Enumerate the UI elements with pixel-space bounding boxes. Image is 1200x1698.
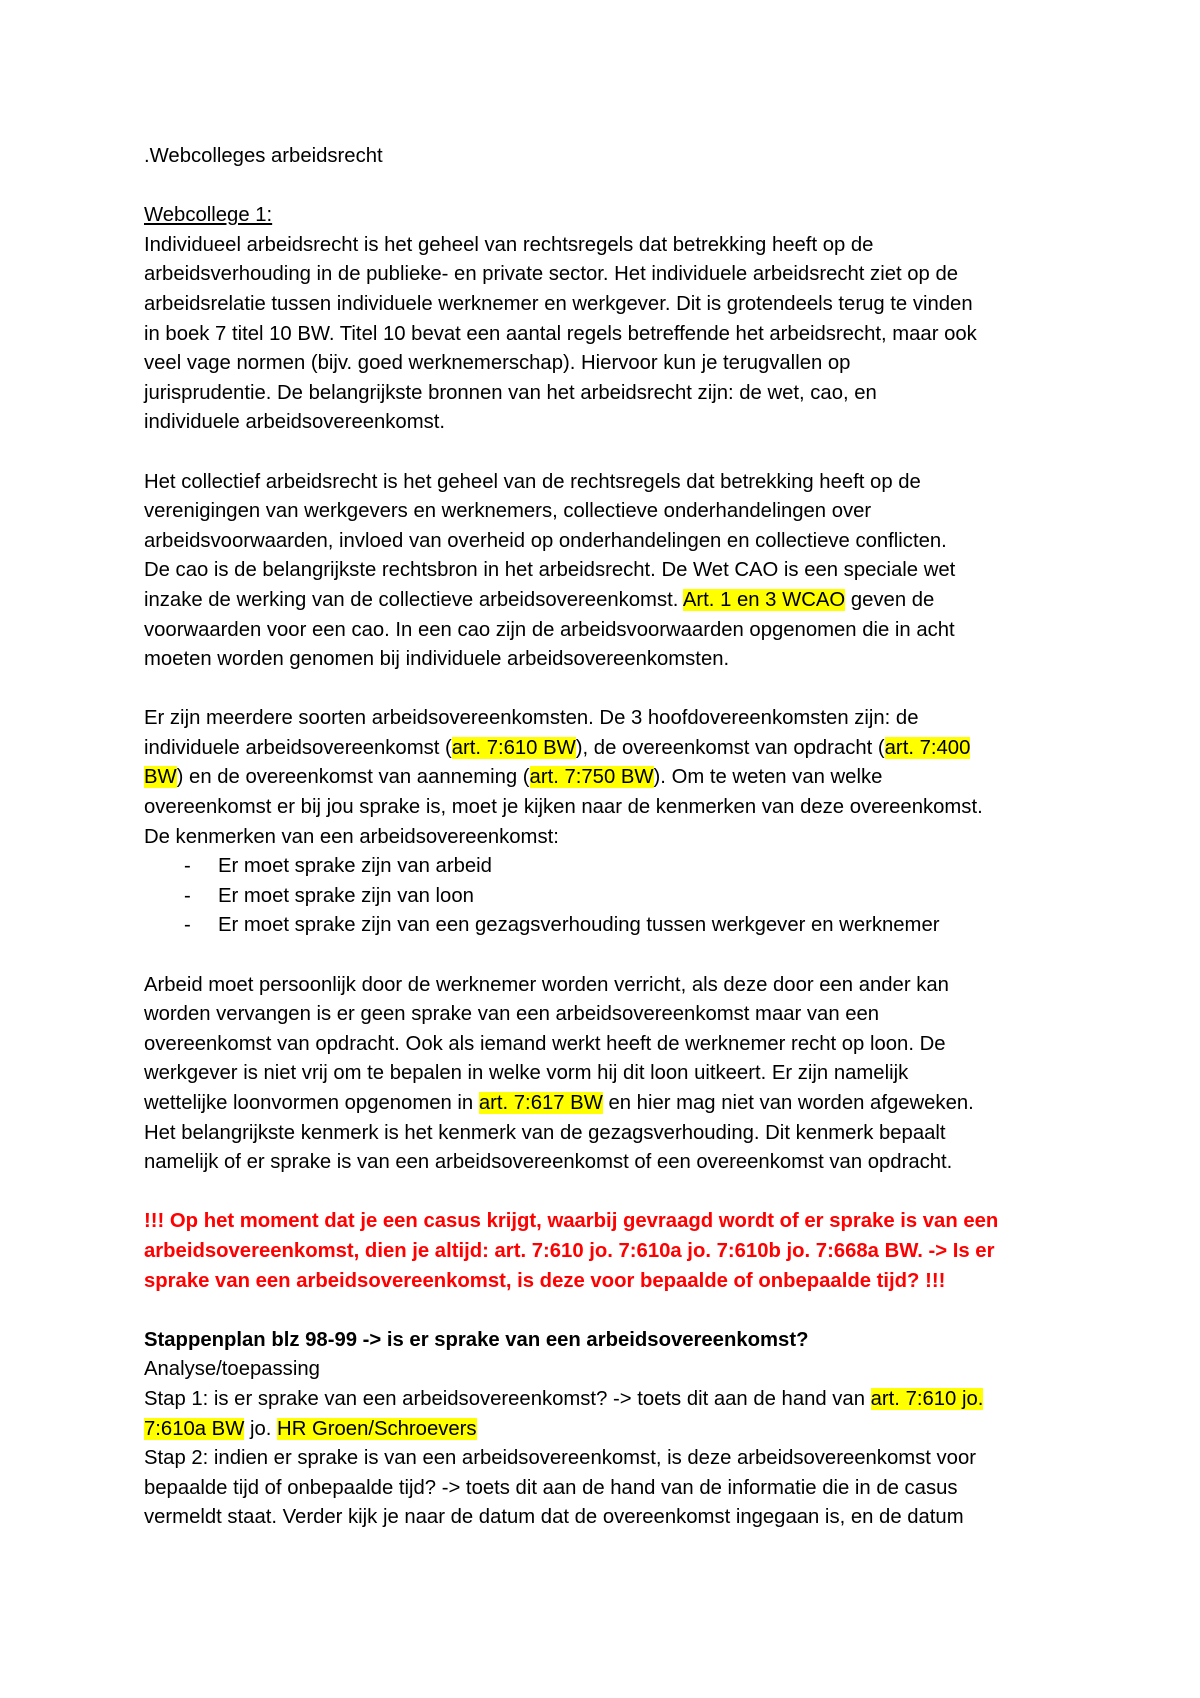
list-item	[144, 911, 1064, 941]
spacer	[144, 1178, 1064, 1208]
text-line: arbeidsverhouding in de publieke- en private sector. Het individuele arbeidsrecht ziet op de	[144, 263, 959, 286]
stappenplan-section	[144, 1326, 1064, 1533]
step-2-line: Stap 2: indien er sprake is van een arbeidsovereenkomst, is deze arbeidsovereenkomst voor	[144, 1447, 976, 1470]
highlighted-reference: art. 7:750 BW	[529, 766, 654, 789]
spacer	[144, 941, 1064, 971]
spacer	[144, 675, 1064, 705]
text-line: namelijk of er sprake is van een arbeidsovereenkomst of een overeenkomst van opdracht.	[144, 1151, 953, 1174]
text-line: werkgever is niet vrij om te bepalen in welke vorm hij dit loon uitkeert. Er zijn namelijk	[144, 1062, 909, 1085]
warning-line: !!! Op het moment dat je een casus krijgt, waarbij gevraagd wordt of er sprake is van een	[144, 1210, 999, 1233]
list-item	[144, 852, 1064, 882]
list-item	[144, 882, 1064, 912]
text-run: ). Om te weten van welke	[653, 766, 883, 789]
bullet-dash: -	[184, 855, 191, 878]
paragraph-arbeid	[144, 971, 1064, 1178]
text-run: inzake de werking van de collectieve arbeidsovereenkomst.	[144, 588, 683, 611]
text-run: ) en de overeenkomst van aanneming (	[176, 766, 530, 789]
spacer	[144, 172, 1064, 202]
text-line: Arbeid moet persoonlijk door de werknemer worden verricht, als deze door een ander kan	[144, 973, 949, 996]
list-item-text: Er moet sprake zijn van een gezagsverhouding tussen werkgever en werknemer	[218, 914, 940, 937]
text-run: ), de overeenkomst van opdracht (	[575, 736, 885, 759]
text-line: worden vervangen is er geen sprake van een arbeidsovereenkomst maar van een	[144, 1003, 880, 1026]
highlighted-reference: 7:610a BW	[144, 1417, 245, 1440]
text-line	[144, 586, 1064, 616]
text-line	[144, 763, 1064, 793]
document-title: .Webcolleges arbeidsrecht	[144, 145, 383, 167]
text-line: voorwaarden voor een cao. In een cao zijn de arbeidsvoorwaarden opgenomen die in acht	[144, 618, 955, 641]
text-line	[144, 1089, 1064, 1119]
text-line: Er zijn meerdere soorten arbeidsovereenkomsten. De 3 hoofdovereenkomsten zijn: de	[144, 707, 919, 730]
section-heading: Webcollege 1:	[144, 204, 273, 227]
text-line: Individueel arbeidsrecht is het geheel van rechtsregels dat betrekking heeft op de	[144, 233, 874, 256]
highlighted-reference: art. 7:610 jo.	[870, 1387, 984, 1410]
warning-line: sprake van een arbeidsovereenkomst, is deze voor bepaalde of onbepaalde tijd? !!!	[144, 1269, 946, 1292]
document-page	[144, 142, 1064, 1533]
paragraph-individueel	[144, 231, 1064, 438]
highlighted-reference: BW	[144, 766, 177, 789]
text-line: verenigingen van werkgevers en werknemers, collectieve onderhandelingen over	[144, 500, 872, 523]
text-line: individuele arbeidsovereenkomst.	[144, 411, 446, 434]
spacer	[144, 1296, 1064, 1326]
warning-note	[144, 1207, 1064, 1296]
text-line: veel vage normen (bijv. goed werknemerschap). Hiervoor kun je terugvallen op	[144, 352, 851, 375]
text-line: De cao is de belangrijkste rechtsbron in het arbeidsrecht. De Wet CAO is een speciale wet	[144, 559, 956, 582]
text-line: overeenkomst er bij jou sprake is, moet je kijken naar de kenmerken van deze overeenkomst.	[144, 796, 983, 819]
text-line: De kenmerken van een arbeidsovereenkomst:	[144, 825, 559, 848]
text-run: individuele arbeidsovereenkomst (	[144, 736, 452, 759]
warning-line: arbeidsovereenkomst, dien je altijd: art. 7:610 jo. 7:610a jo. 7:610b jo. 7:668a BW. -> Is er	[144, 1239, 995, 1262]
step-2-line: bepaalde tijd of onbepaalde tijd? -> toets dit aan de hand van de informatie die in de casus	[144, 1476, 958, 1499]
text-line: moeten worden genomen bij individuele arbeidsovereenkomsten.	[144, 648, 730, 671]
paragraph-soorten	[144, 704, 1064, 941]
text-run: Stap 1: is er sprake van een arbeidsovereenkomst? -> toets dit aan de hand van	[144, 1387, 871, 1410]
text-line: in boek 7 titel 10 BW. Titel 10 bevat een aantal regels betreffende het arbeidsrecht, maar ook	[144, 322, 977, 345]
step-2-line: vermeldt staat. Verder kijk je naar de datum dat de overeenkomst ingegaan is, en de datum	[144, 1506, 964, 1529]
highlighted-reference: HR Groen/Schroevers	[277, 1417, 477, 1440]
text-line: Het collectief arbeidsrecht is het geheel van de rechtsregels dat betrekking heeft op de	[144, 470, 921, 493]
text-line: arbeidsrelatie tussen individuele werknemer en werkgever. Dit is grotendeels terug te vinden	[144, 292, 973, 315]
highlighted-reference: Art. 1 en 3 WCAO	[682, 588, 846, 611]
stappenplan-heading: Stappenplan blz 98-99 -> is er sprake van een arbeidsovereenkomst?	[144, 1328, 809, 1351]
text-line: arbeidsvoorwaarden, invloed van overheid op onderhandelingen en collectieve conflicten.	[144, 529, 947, 552]
text-line: Het belangrijkste kenmerk is het kenmerk van de gezagsverhouding. Dit kenmerk bepaalt	[144, 1121, 946, 1144]
spacer	[144, 438, 1064, 468]
text-line	[144, 734, 1064, 764]
text-run: geven de	[845, 588, 935, 611]
highlighted-reference: art. 7:617 BW	[478, 1092, 603, 1114]
text-run: wettelijke loonvormen opgenomen in	[144, 1092, 479, 1114]
paragraph-collectief	[144, 468, 1064, 675]
stappenplan-subheading: Analyse/toepassing	[144, 1358, 320, 1381]
list-item-text: Er moet sprake zijn van arbeid	[218, 855, 492, 878]
step-1-line	[144, 1415, 1064, 1445]
text-line: jurisprudentie. De belangrijkste bronnen van het arbeidsrecht zijn: de wet, cao, en	[144, 381, 877, 404]
text-run: en hier mag niet van worden afgeweken.	[602, 1092, 974, 1114]
list-item-text: Er moet sprake zijn van loon	[218, 884, 474, 907]
text-line: overeenkomst van opdracht. Ook als iemand werkt heeft de werknemer recht op loon. De	[144, 1032, 946, 1055]
step-1-line	[144, 1385, 1064, 1415]
text-run: jo.	[244, 1417, 278, 1440]
bullet-dash: -	[184, 914, 191, 937]
highlighted-reference: art. 7:610 BW	[451, 736, 576, 759]
bullet-dash: -	[184, 884, 191, 907]
highlighted-reference: art. 7:400	[884, 736, 971, 759]
bullet-list	[144, 852, 1064, 941]
